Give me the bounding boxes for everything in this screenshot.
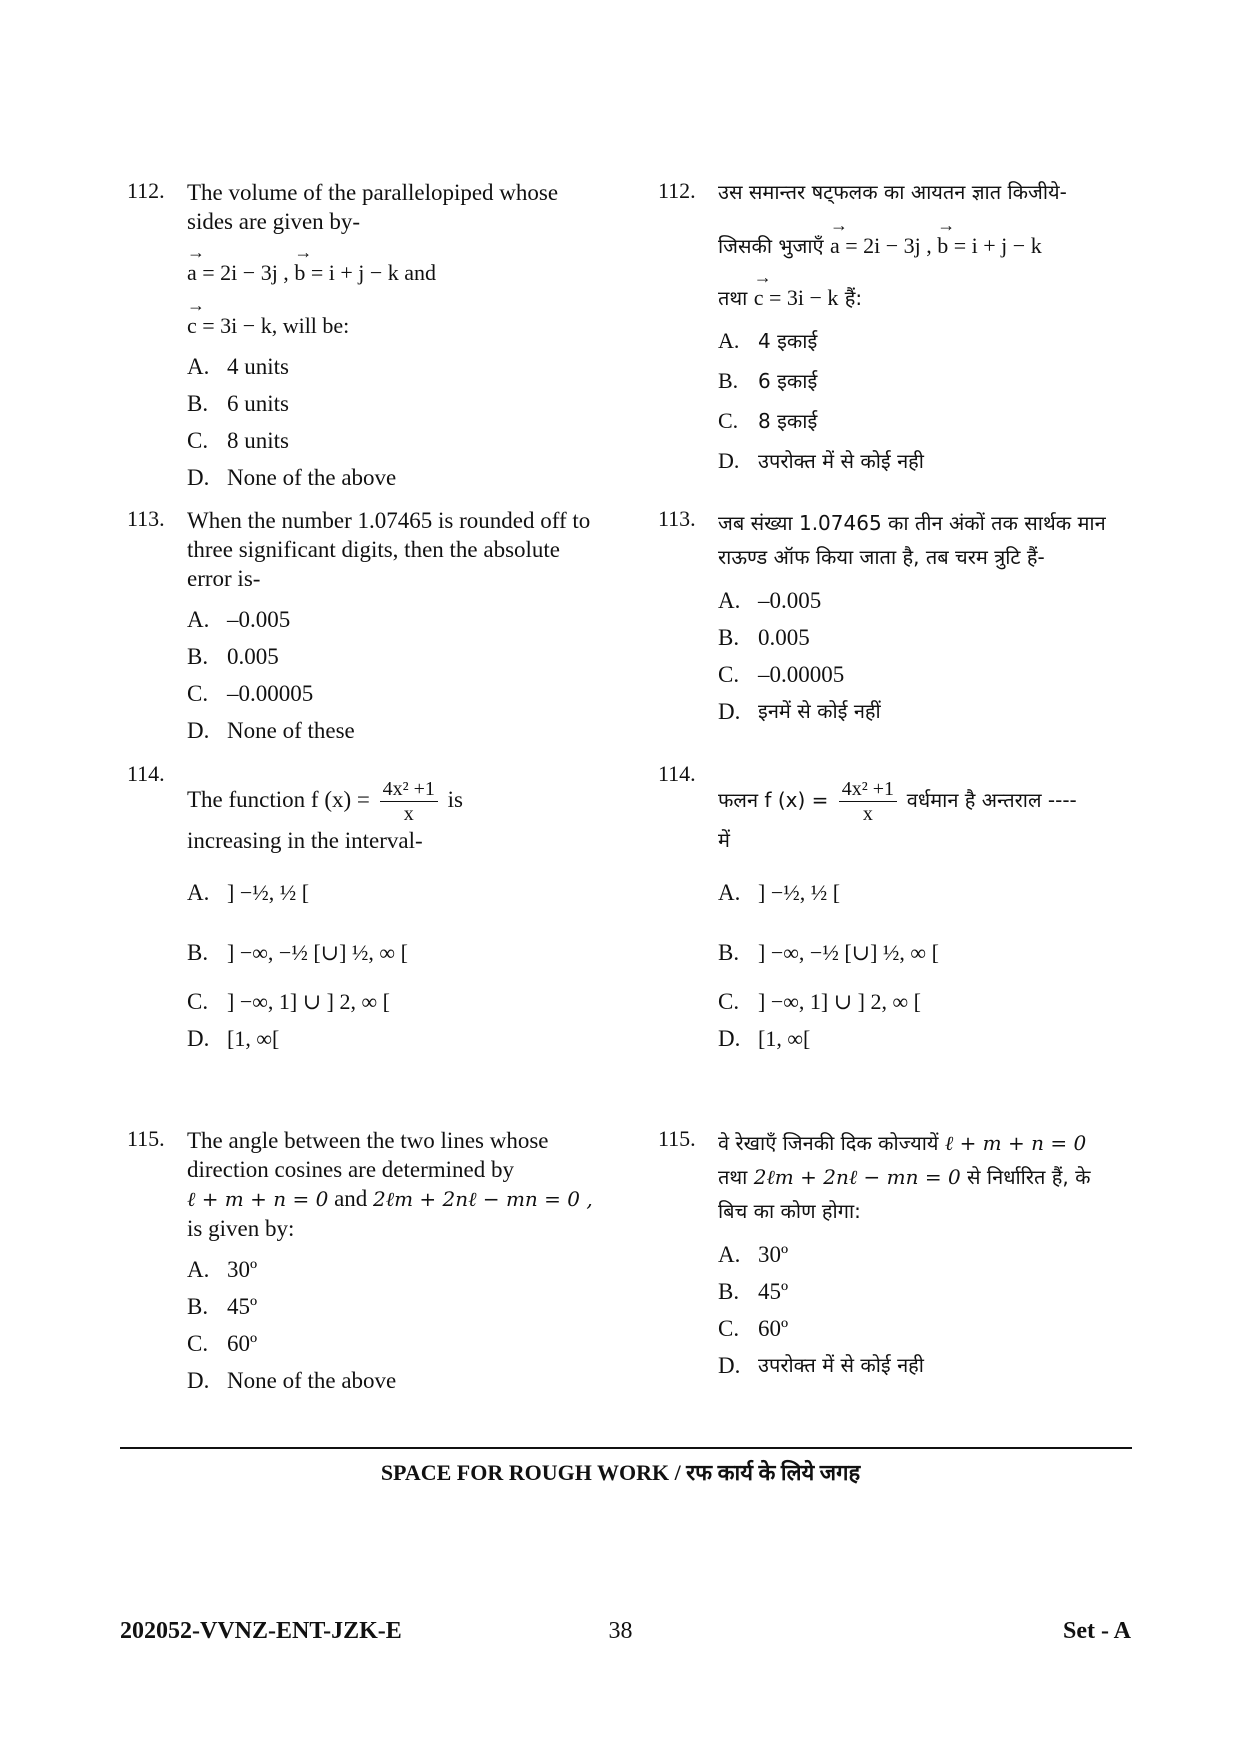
- question-number: 114.: [127, 761, 165, 786]
- page-number: 38: [608, 1618, 633, 1644]
- fraction: $\frac{\text{4x² +1}}{x}$: [839, 777, 897, 826]
- vector-b: → b: [937, 231, 948, 260]
- question-stem: The angle between the two lines whose direction cosines are determined by ℓ + m + n = 0 and 2ℓm + 2nℓ − mn = 0 , is given by:: [187, 1128, 593, 1241]
- question-115-en: [127, 1126, 597, 1399]
- option-c: C. –0.00005: [718, 662, 845, 687]
- question-number: 115.: [658, 1126, 696, 1151]
- vector-b: → b: [294, 258, 305, 287]
- question-stem: फलन f (x) = $\frac{\text{4x² +1}}{x}$ वर्धमान है अन्तराल ---- में: [718, 778, 1077, 852]
- question-number: 113.: [127, 506, 165, 531]
- question-114-hi: [658, 761, 1138, 1126]
- option-c: C. 8 units: [187, 428, 289, 453]
- question-number: 114.: [658, 761, 696, 786]
- question-number: 112.: [127, 178, 165, 203]
- option-a: A. –0.005: [187, 607, 291, 632]
- fraction: $\frac{\text{4x² +1}}{x}$: [380, 777, 438, 826]
- vector-c: → c: [187, 311, 197, 340]
- options-list: [718, 582, 1138, 730]
- option-c: C. 60º: [187, 1331, 258, 1356]
- paper-code: 202052-VVNZ-ENT-JZK-E: [120, 1618, 402, 1644]
- horizontal-divider: [120, 1447, 1132, 1449]
- option-a: A. 4 units: [187, 354, 289, 379]
- question-number: 115.: [127, 1126, 165, 1151]
- vector-a: → a: [187, 258, 197, 287]
- question-stem: वे रेखाएँ जिनकी दिक कोज्यायें ℓ + m + n = 0 तथा 2ℓm + 2nℓ − mn = 0 से निर्धारित हैं, के बिच का कोण होगा:: [718, 1131, 1091, 1223]
- english-column: [127, 178, 597, 1399]
- question-stem: The volume of the parallelopiped whose sides are given by- → a = 2i − 3j , → b = i + j − k and → c = 3i − k, will be:: [187, 178, 597, 340]
- option-b: B. 0.005: [187, 644, 279, 669]
- question-112-en: [127, 178, 597, 506]
- option-c: C. 60º: [718, 1316, 789, 1341]
- option-b: B. ] −∞, −½ [∪] ½, ∞ [: [187, 940, 408, 965]
- rough-work-label: SPACE FOR ROUGH WORK / रफ कार्य के लिये जगह: [380, 1460, 861, 1485]
- option-d: D. None of the above: [187, 465, 397, 490]
- options-list: [718, 863, 1138, 1057]
- question-112-hi: [658, 178, 1138, 506]
- options-list: [718, 321, 1138, 481]
- question-113-hi: [658, 506, 1138, 761]
- option-d: D. उपरोक्त में से कोई नही: [718, 448, 924, 473]
- question-stem: उस समान्तर षट्फलक का आयतन ज्ञात किजीये- जिसकी भुजाएँ → a = 2i − 3j , → b = i + j − k तथा → c = 3i − k हैं:: [718, 178, 1138, 313]
- question-115-hi: [658, 1126, 1138, 1384]
- option-d: D. [1, ∞[: [718, 1026, 811, 1051]
- options-list: [187, 1251, 597, 1399]
- options-list: [718, 1236, 1138, 1384]
- hindi-column: [658, 178, 1138, 1384]
- vector-a: → a: [830, 231, 840, 260]
- options-list: [187, 348, 597, 496]
- question-stem: जब संख्या 1.07465 का तीन अंकों तक सार्थक मान राऊण्ड ऑफ किया जाता है, तब चरम त्रुटि हैं-: [718, 511, 1106, 569]
- option-b: B. 6 units: [187, 391, 289, 416]
- option-d: D. इनमें से कोई नहीं: [718, 699, 881, 724]
- question-number: 113.: [658, 506, 696, 531]
- option-a: A. 30º: [187, 1257, 258, 1282]
- question-113-en: [127, 506, 597, 761]
- option-c: C. ] −∞, 1] ∪ ] 2, ∞ [: [187, 989, 391, 1014]
- question-stem: When the number 1.07465 is rounded off to three significant digits, then the absolute error is-: [187, 508, 591, 591]
- options-list: [187, 863, 597, 1057]
- option-b: B. ] −∞, −½ [∪] ½, ∞ [: [718, 940, 939, 965]
- option-c: C. 8 इकाई: [718, 408, 818, 433]
- question-number: 112.: [658, 178, 696, 203]
- vector-c: → c: [754, 283, 764, 312]
- option-a: A. ] −½, ½ [: [718, 880, 841, 905]
- option-b: B. 45º: [718, 1279, 789, 1304]
- option-b: B. 45º: [187, 1294, 258, 1319]
- option-a: A. 30º: [718, 1242, 789, 1267]
- option-d: D. None of the above: [187, 1368, 397, 1393]
- option-c: C. ] −∞, 1] ∪ ] 2, ∞ [: [718, 989, 922, 1014]
- option-d: D. उपरोक्त में से कोई नही: [718, 1353, 924, 1378]
- question-114-en: [127, 761, 597, 1126]
- option-a: A. ] −½, ½ [: [187, 880, 310, 905]
- option-a: A. –0.005: [718, 588, 822, 613]
- option-b: B. 6 इकाई: [718, 368, 818, 393]
- option-b: B. 0.005: [718, 625, 810, 650]
- set-label: Set - A: [1063, 1618, 1131, 1644]
- option-d: D. [1, ∞[: [187, 1026, 280, 1051]
- option-d: D. None of these: [187, 718, 355, 743]
- options-list: [187, 601, 597, 749]
- question-stem: The function f (x) = $\frac{\text{4x² +1}}{x}$ is increasing in the interval-: [187, 778, 463, 853]
- option-c: C. –0.00005: [187, 681, 314, 706]
- option-a: A. 4 इकाई: [718, 328, 818, 353]
